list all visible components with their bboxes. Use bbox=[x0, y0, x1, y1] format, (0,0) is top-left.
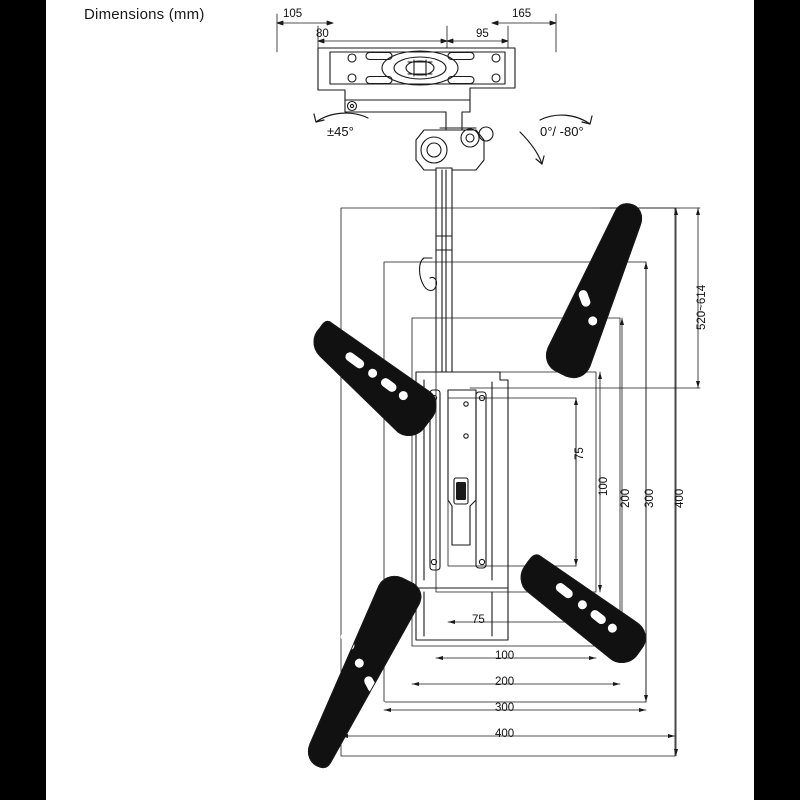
dim-165: 165 bbox=[512, 8, 532, 20]
dim-vesa-75-v: 75 bbox=[574, 447, 586, 460]
tilt-angle-label: 0°/ -80° bbox=[540, 124, 584, 139]
dim-vesa-100-v: 100 bbox=[598, 476, 610, 496]
dim-height-range: 520~614 bbox=[696, 284, 708, 330]
dim-vesa-75-h: 75 bbox=[472, 614, 485, 626]
swivel-angle-label: ±45° bbox=[327, 124, 354, 139]
dim-80: 80 bbox=[316, 28, 329, 40]
dim-95: 95 bbox=[476, 28, 489, 40]
dim-vesa-200-v: 200 bbox=[620, 488, 632, 508]
dim-105: 105 bbox=[283, 8, 303, 20]
dim-vesa-400-v: 400 bbox=[674, 488, 686, 508]
page-title: Dimensions (mm) bbox=[84, 6, 205, 23]
dim-vesa-300-h: 300 bbox=[495, 702, 515, 714]
dim-vesa-300-v: 300 bbox=[644, 488, 656, 508]
dim-vesa-400-h: 400 bbox=[495, 728, 515, 740]
dim-vesa-100-h: 100 bbox=[495, 650, 515, 662]
dim-vesa-200-h: 200 bbox=[495, 676, 515, 688]
